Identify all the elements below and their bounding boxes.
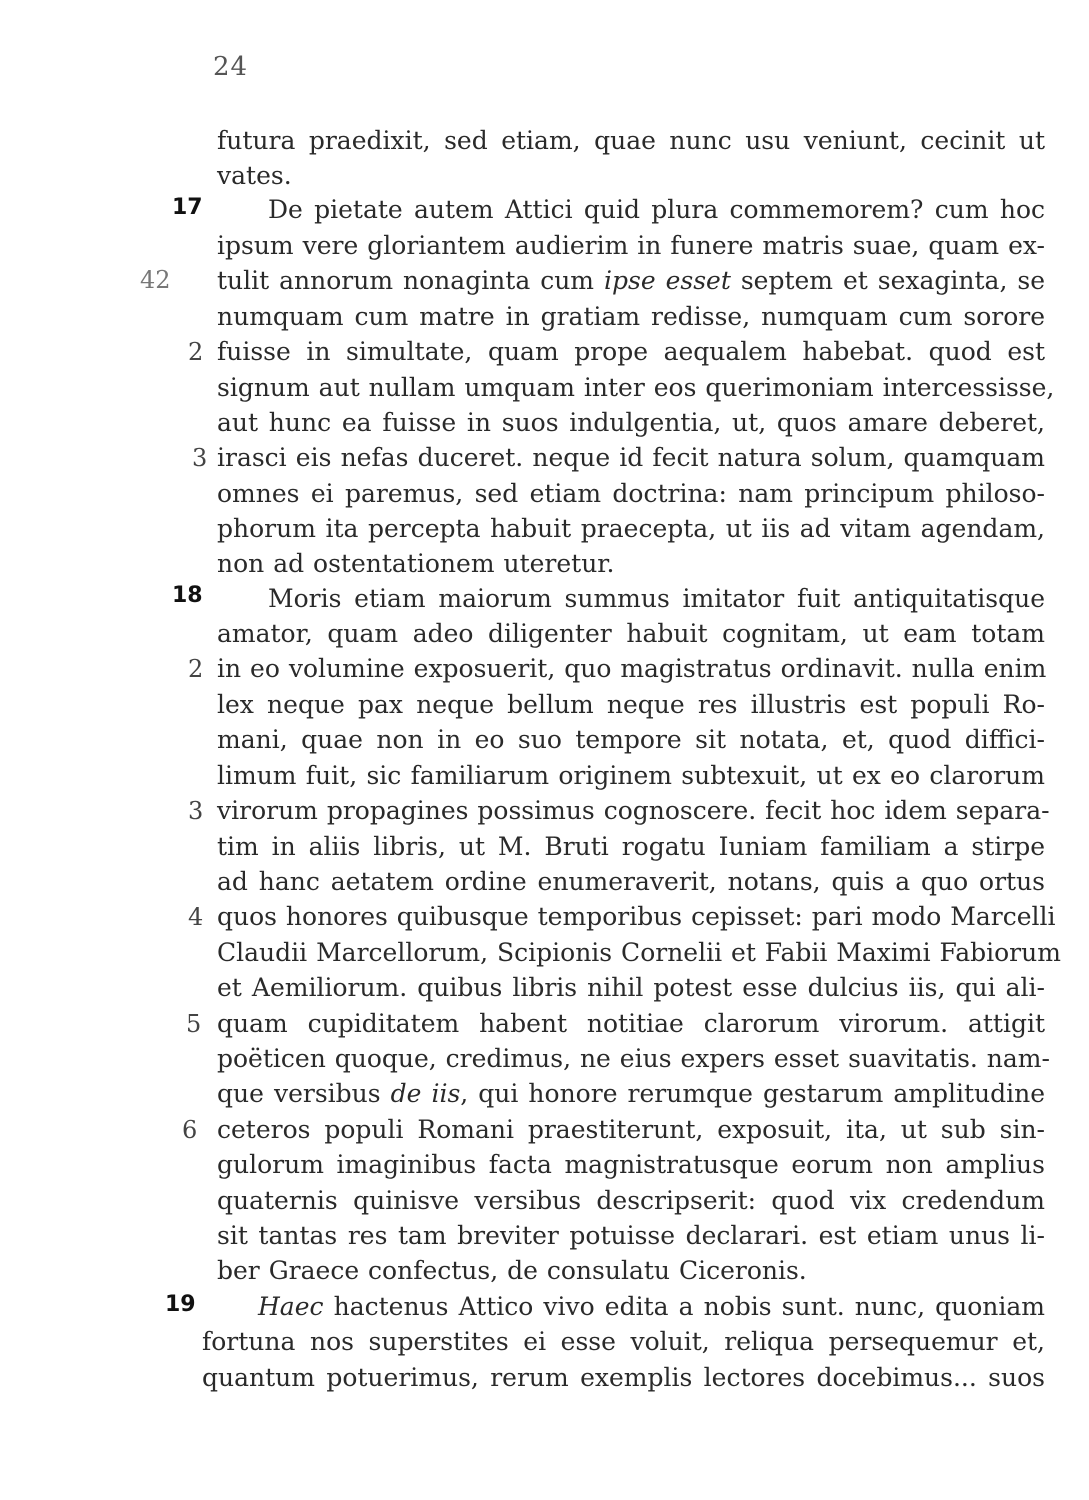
text-line: numquam cum matre in gratiam redisse, numquam cum sorore xyxy=(217,302,1045,331)
text-line: virorum propagines possimus cognoscere. fecit hoc idem separa- xyxy=(217,796,1050,825)
text-line: fuisse in simultate, quam prope aequalem habebat. quod est xyxy=(217,337,1045,366)
text-line: ber Graece confectus, de consulatu Ciceronis. xyxy=(217,1256,807,1285)
text-line: vates. xyxy=(217,161,292,190)
text-line: Moris etiam maiorum summus imitator fuit antiquitatisque xyxy=(268,584,1045,613)
text-line: poëticen quoque, credimus, ne eius expers esset suavitatis. nam- xyxy=(217,1044,1050,1073)
text-line: De pietate autem Attici quid plura commemorem? cum hoc xyxy=(268,195,1045,224)
text-line: ad hanc aetatem ordine enumeraverit, notans, quis a quo ortus xyxy=(217,867,1045,896)
italic-phrase: Haec xyxy=(258,1292,324,1321)
subsection-number: 6 xyxy=(182,1116,198,1144)
subsection-number: 5 xyxy=(186,1010,202,1038)
margin-reference: 42 xyxy=(140,266,171,294)
text-line: in eo volumine exposuerit, quo magistratus ordinavit. nulla enim xyxy=(217,654,1047,683)
text-segment: hactenus Attico vivo edita a nobis sunt. nunc, quoniam xyxy=(323,1292,1045,1321)
text-segment: septem et sexaginta, se xyxy=(730,266,1045,295)
text-line: quantum potuerimus, rerum exemplis lectores docebimus... suos xyxy=(202,1363,1045,1392)
subsection-number: 2 xyxy=(188,338,204,366)
text-line: quos honores quibusque temporibus cepisset: pari modo Marcelli xyxy=(217,902,1056,931)
text-line: ipsum vere gloriantem audierim in funere matris suae, quam ex- xyxy=(217,231,1045,260)
text-line: gulorum imaginibus facta magnistratusque eorum non amplius xyxy=(217,1150,1045,1179)
text-line: ceteros populi Romani praestiterunt, exposuit, ita, ut sub sin- xyxy=(217,1115,1045,1144)
text-line: amator, quam adeo diligenter habuit cognitam, ut eam totam xyxy=(217,619,1045,648)
text-line: Claudii Marcellorum, Scipionis Cornelii et Fabii Maximi Fabiorum xyxy=(217,938,1061,967)
text-line: quam cupiditatem habent notitiae clarorum virorum. attigit xyxy=(217,1009,1045,1038)
text-line: omnes ei paremus, sed etiam doctrina: nam principum philoso- xyxy=(217,479,1045,508)
text-line: mani, quae non in eo suo tempore sit notata, et, quod diffici- xyxy=(217,725,1045,754)
italic-phrase: de iis xyxy=(390,1079,461,1108)
section-number: 18 xyxy=(172,583,203,608)
subsection-number: 3 xyxy=(188,797,204,825)
section-number: 17 xyxy=(172,195,203,220)
subsection-number: 2 xyxy=(188,655,204,683)
text-line: futura praedixit, sed etiam, quae nunc usu veniunt, cecinit ut xyxy=(217,126,1045,155)
text-line: phorum ita percepta habuit praecepta, ut iis ad vitam agendam, xyxy=(217,514,1045,543)
text-line: tim in aliis libris, ut M. Bruti rogatu Iuniam familiam a stirpe xyxy=(217,832,1045,861)
text-line: lex neque pax neque bellum neque res illustris est populi Ro- xyxy=(217,690,1045,719)
text-segment: , qui honore rerumque gestarum amplitudine xyxy=(460,1079,1046,1108)
text-line: sit tantas res tam breviter potuisse declarari. est etiam unus li- xyxy=(217,1221,1045,1250)
text-line: limum fuit, sic familiarum originem subtexuit, ut ex eo clarorum xyxy=(217,761,1045,790)
text-line xyxy=(258,1289,1045,1325)
text-line: non ad ostentationem uteretur. xyxy=(217,549,615,578)
section-number: 19 xyxy=(165,1292,196,1317)
text-line: signum aut nullam umquam inter eos querimoniam intercessisse, xyxy=(217,373,1055,402)
text-segment: que versibus xyxy=(217,1079,391,1108)
text-line: quaternis quinisve versibus descripserit: quod vix credendum xyxy=(217,1186,1045,1215)
text-line: irasci eis nefas duceret. neque id fecit natura solum, quamquam xyxy=(217,443,1045,472)
text-line: et Aemiliorum. quibus libris nihil potest esse dulcius iis, qui ali- xyxy=(217,973,1045,1002)
subsection-number: 3 xyxy=(192,444,208,472)
text-line: aut hunc ea fuisse in suos indulgentia, ut, quos amare deberet, xyxy=(217,408,1045,437)
page-number: 24 xyxy=(213,52,249,82)
text-segment: tulit annorum nonaginta cum xyxy=(217,266,604,295)
text-line: fortuna nos superstites ei esse voluit, reliqua persequemur et, xyxy=(202,1327,1045,1356)
text-line xyxy=(217,263,1045,299)
italic-phrase: ipse esset xyxy=(603,266,731,295)
text-line xyxy=(217,1076,1045,1112)
subsection-number: 4 xyxy=(188,903,204,931)
